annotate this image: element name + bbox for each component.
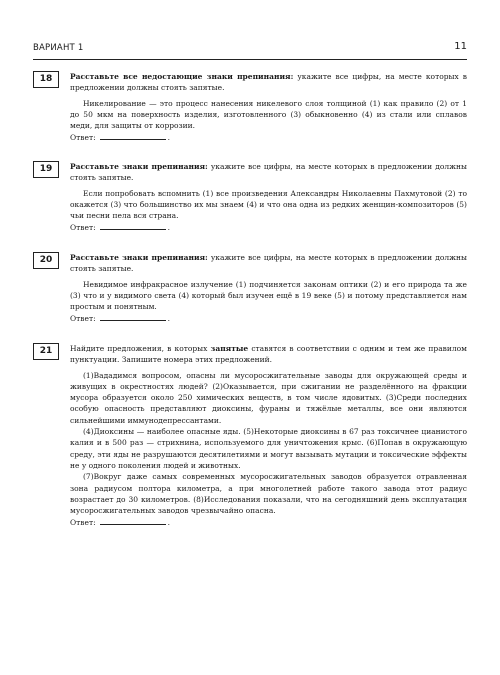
instruction-text: укажите все цифры, на месте которых в предложении должны стоять запятые. [70, 72, 468, 93]
task-text: Если попробовать вспомнить (1) все произведения Александры Николаевны Пахмутовой (2) то окажется (3) что большинство их мы знаем (4) и что она одна из редких женщин-композиторов (5) чьи песни пела вся страна. [70, 188, 467, 221]
answer-field[interactable] [100, 516, 166, 525]
answer-label: Ответ: [70, 133, 96, 143]
answer-field[interactable] [100, 131, 166, 140]
task-number-box: 20 [33, 252, 59, 269]
task-instruction [70, 161, 467, 184]
instruction-text: Найдите предложения, в которых [70, 344, 211, 353]
answer-field[interactable] [100, 221, 166, 230]
page-header [33, 41, 467, 57]
task-content [70, 71, 467, 144]
task-number-box: 21 [33, 343, 59, 360]
task-number-box: 19 [33, 161, 59, 178]
answer-row: Ответ: . [70, 133, 171, 143]
header-rule [33, 59, 467, 60]
answer-label: Ответ: [70, 518, 96, 528]
answer-row: Ответ: . [70, 314, 171, 324]
task-content [70, 161, 467, 234]
task-text: (1)Вададимся вопросом, опасны ли мусоросжигательные заводы для окружающей среды и живущих в окрестностях людей? (2)Оказывается, при сжигании не разделённого на фракции мусора образуется около 250 химических веществ, в том числе ядовитых. (3)Среди последних особую опасность представляют диоксины, фураны и тяжёлые металлы, все они являются сильнейшими иммунодепрессантами. [70, 370, 467, 425]
task-instruction [70, 71, 467, 94]
variant-label: ВАРИАНТ 1 [33, 43, 84, 53]
task-text: (7)Вокруг даже самых современных мусоросжигательных заводов образуется отравленная зона радиусом полтора километра, а при многолетней работе такого завода этот радиус возрастает до 30 километров. (8)Исследования показали, что на сегодняшний день эксплуатация мусоросжигательных заводов чрезвычайно опасна. [70, 472, 467, 516]
task-instruction [70, 343, 467, 366]
answer-label: Ответ: [70, 223, 96, 233]
task-text: Никелирование — это процесс нанесения никелевого слоя толщиной (1) как правило (2) от 1 до 50 мкм на поверхность изделия, изготовленного (3) обыкновенно (4) из стали или сплавов меди, для защиты от коррозии. [70, 98, 467, 131]
instruction-text: ставятся в соответствии с одним и тем же правилом пунктуации. Запишите номера этих предложений. [70, 344, 467, 365]
answer-field[interactable] [100, 312, 166, 321]
instruction-bold: Расставьте все недостающие знаки препинания: [70, 72, 294, 81]
instruction-bold: Расставьте знаки препинания: [70, 253, 208, 262]
answer-row: Ответ: . [70, 223, 171, 233]
task-content [70, 252, 467, 325]
instruction-text: укажите все цифры, на месте которых в предложении должны стоять запятые. [70, 162, 468, 183]
instruction-bold: Расставьте знаки препинания: [70, 162, 208, 171]
page-number: 11 [454, 41, 467, 52]
task-content [70, 343, 467, 529]
instruction-bold: запятые [210, 344, 249, 353]
answer-row: Ответ: . [70, 518, 171, 528]
instruction-text: укажите все цифры, на месте которых в предложении должны стоять запятые. [70, 253, 468, 274]
answer-label: Ответ: [70, 314, 96, 324]
task-text: Невидимое инфракрасное излучение (1) подчиняется законам оптики (2) и его природа та же (3) что и у видимого света (4) который был изучен ещё в 19 веке (5) и потому представляется нам простым и понятным. [70, 279, 467, 312]
task-text: (4)Диоксины — наиболее опасные яды. (5)Некоторые диоксины в 67 раз токсичнее цианистого калия и в 500 раз — стрихнина, используемого для уничтожения крыс. (6)Попав в окружающую среду, эти яды не разрушаются десятилетиями и могут вызывать мутации и токсические эффекты не у одного поколения людей и животных. [70, 427, 467, 470]
task-number-box: 18 [33, 71, 59, 88]
task-instruction [70, 252, 467, 275]
